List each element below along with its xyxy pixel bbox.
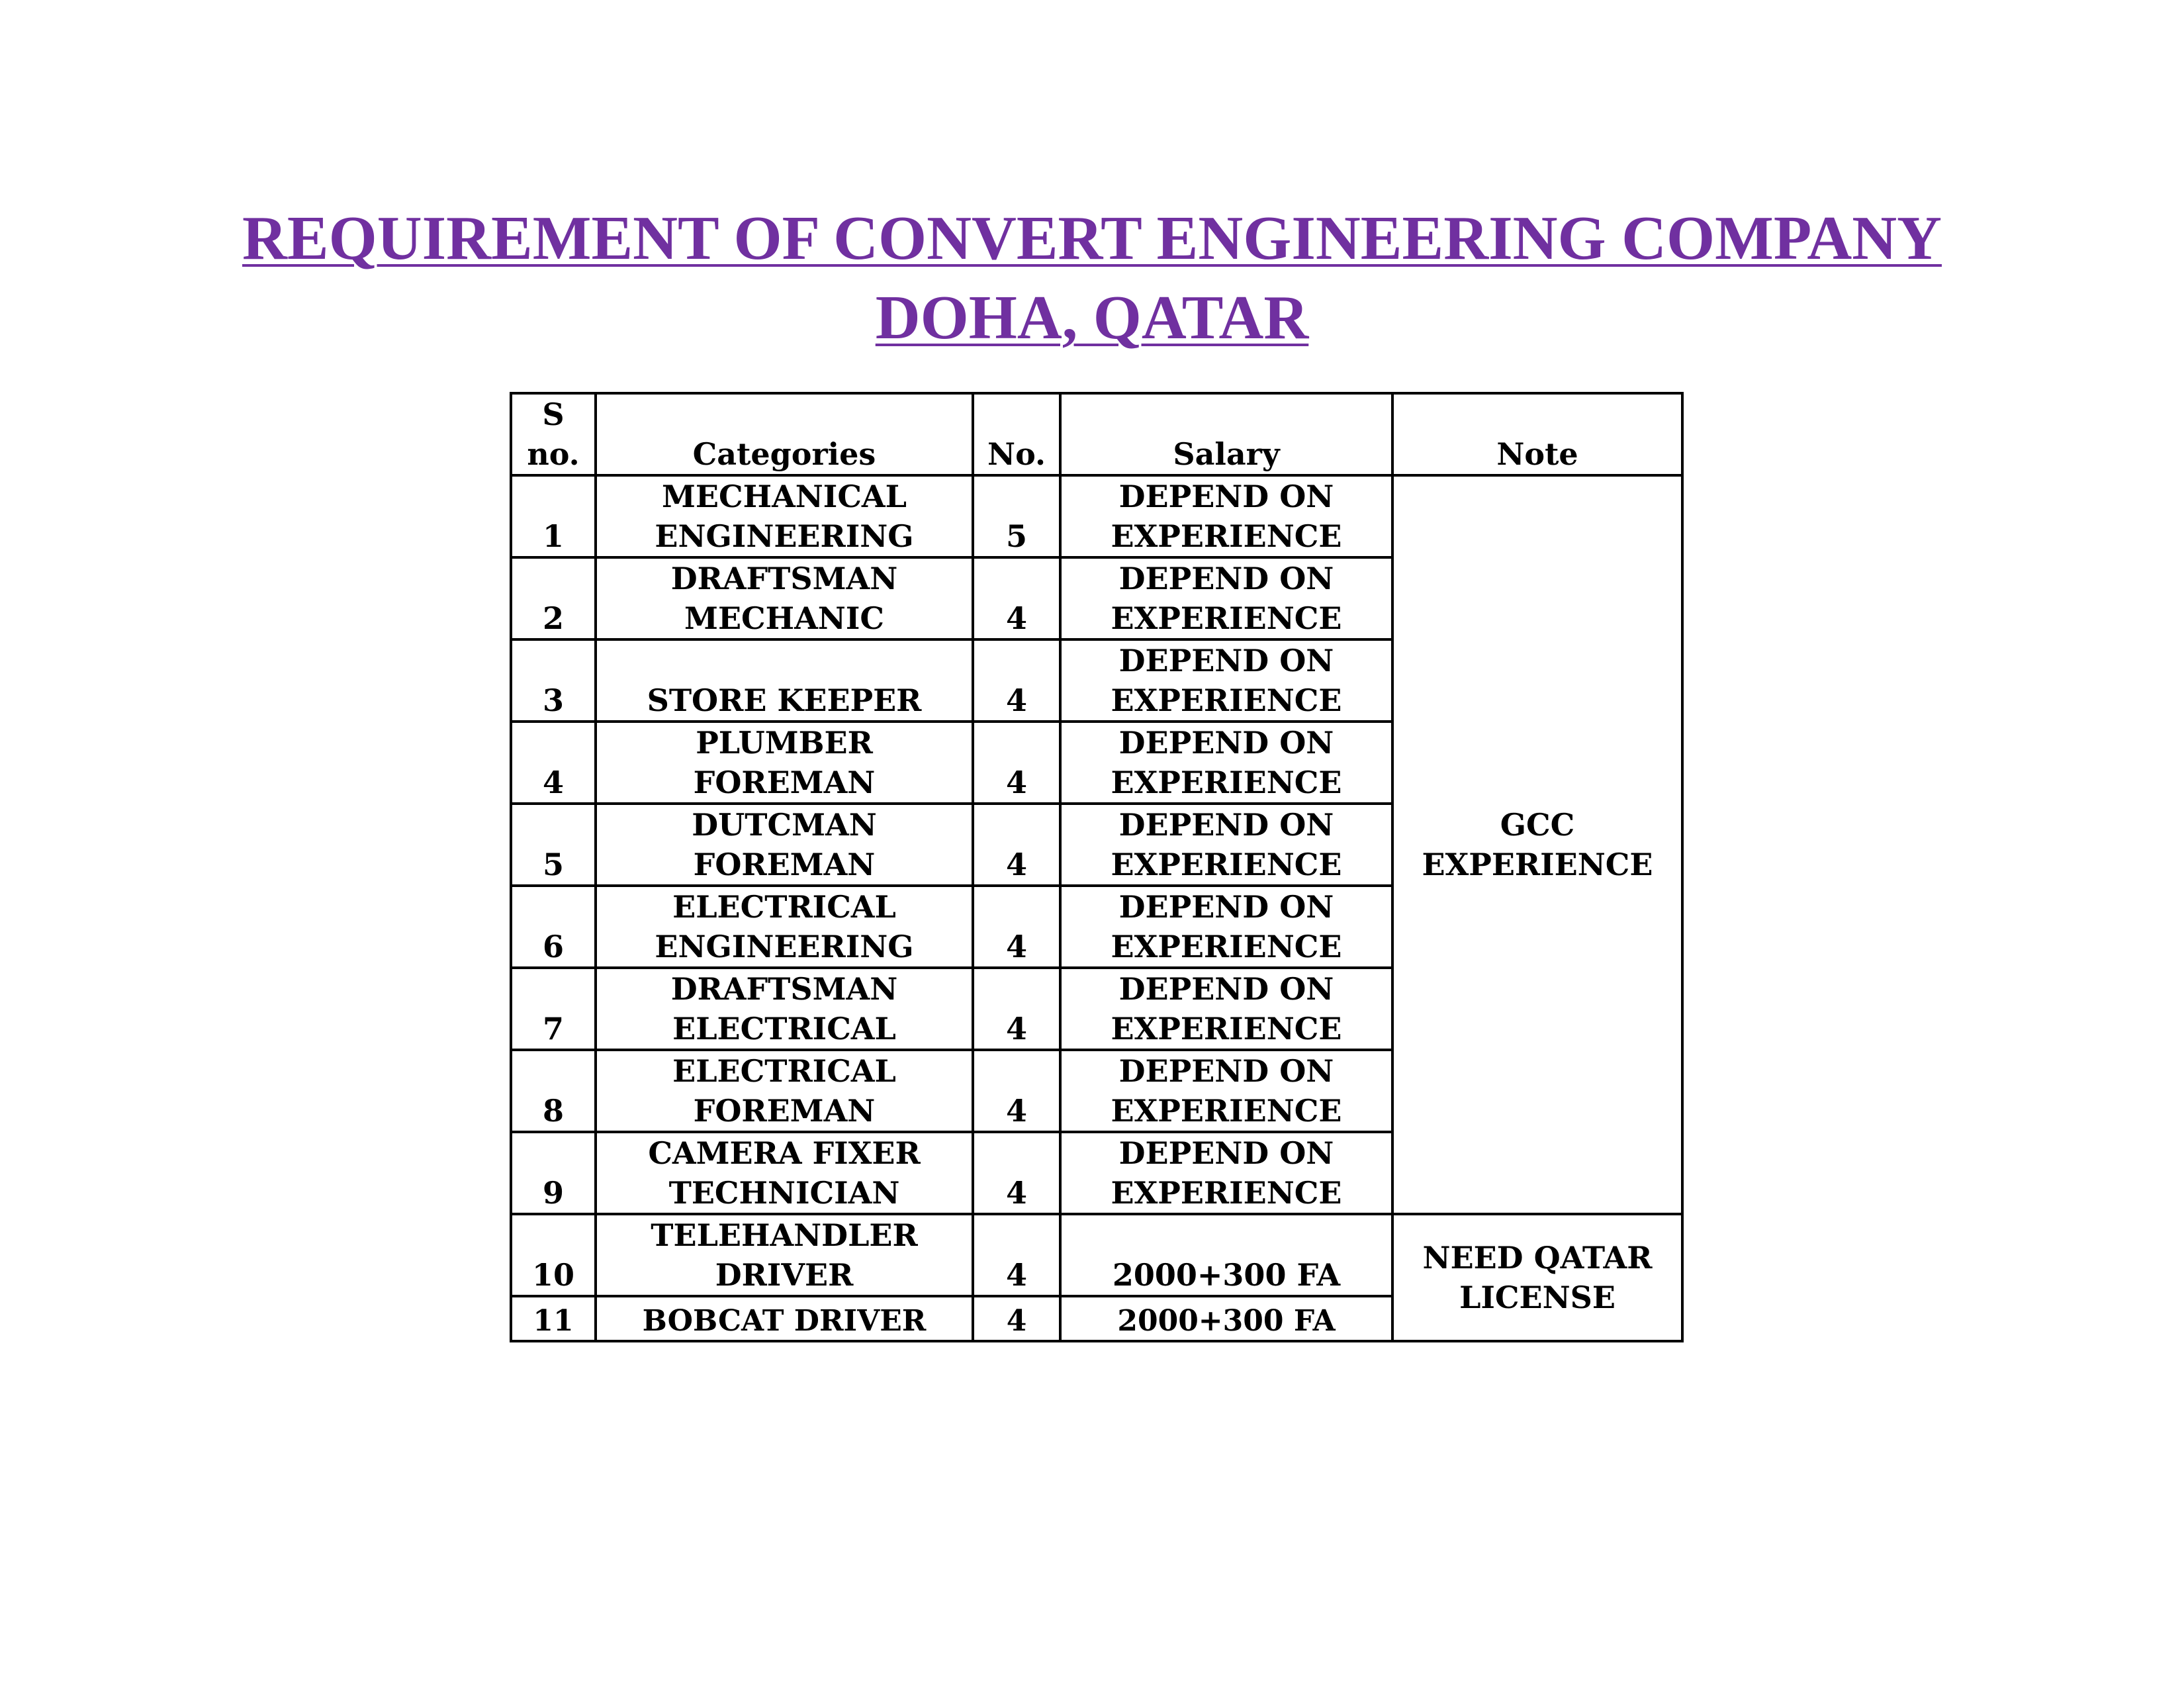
cell-count: 4 bbox=[973, 968, 1060, 1050]
cell-count: 4 bbox=[973, 804, 1060, 886]
table-row bbox=[511, 475, 1682, 557]
cell-count: 4 bbox=[973, 1214, 1060, 1296]
cell-sno: 5 bbox=[511, 804, 596, 886]
cell-category: TELEHANDLER DRIVER bbox=[596, 1214, 973, 1296]
cell-salary: DEPEND ON EXPERIENCE bbox=[1060, 639, 1392, 722]
cell-salary: DEPEND ON EXPERIENCE bbox=[1060, 804, 1392, 886]
cell-sno: 8 bbox=[511, 1050, 596, 1132]
cell-salary: DEPEND ON EXPERIENCE bbox=[1060, 722, 1392, 804]
cell-salary: DEPEND ON EXPERIENCE bbox=[1060, 475, 1392, 557]
cell-category: MECHANICAL ENGINEERING bbox=[596, 475, 973, 557]
header-no: No. bbox=[973, 393, 1060, 475]
cell-category: ELECTRICAL ENGINEERING bbox=[596, 886, 973, 968]
cell-sno: 2 bbox=[511, 557, 596, 639]
table-header-row bbox=[511, 393, 1682, 475]
cell-salary: DEPEND ON EXPERIENCE bbox=[1060, 968, 1392, 1050]
header-note: Note bbox=[1392, 393, 1682, 475]
cell-category: DUTCMAN FOREMAN bbox=[596, 804, 973, 886]
cell-sno: 9 bbox=[511, 1132, 596, 1214]
cell-sno: 4 bbox=[511, 722, 596, 804]
cell-salary: DEPEND ON EXPERIENCE bbox=[1060, 1132, 1392, 1214]
document-title bbox=[0, 199, 2184, 357]
title-line-2: DOHA, QATAR bbox=[875, 283, 1309, 352]
cell-salary: 2000+300 FA bbox=[1060, 1214, 1392, 1296]
cell-count: 5 bbox=[973, 475, 1060, 557]
requirements-table bbox=[510, 392, 1684, 1342]
cell-category: ELECTRICAL FOREMAN bbox=[596, 1050, 973, 1132]
cell-note-gcc: GCC EXPERIENCE bbox=[1392, 475, 1682, 1214]
cell-salary: 2000+300 FA bbox=[1060, 1296, 1392, 1341]
cell-sno: 11 bbox=[511, 1296, 596, 1341]
cell-category: BOBCAT DRIVER bbox=[596, 1296, 973, 1341]
cell-sno: 10 bbox=[511, 1214, 596, 1296]
cell-count: 4 bbox=[973, 557, 1060, 639]
cell-category: PLUMBER FOREMAN bbox=[596, 722, 973, 804]
cell-note-qatar-license: NEED QATAR LICENSE bbox=[1392, 1214, 1682, 1341]
cell-sno: 7 bbox=[511, 968, 596, 1050]
cell-salary: DEPEND ON EXPERIENCE bbox=[1060, 1050, 1392, 1132]
cell-count: 4 bbox=[973, 1132, 1060, 1214]
cell-category: DRAFTSMAN MECHANIC bbox=[596, 557, 973, 639]
cell-category: DRAFTSMAN ELECTRICAL bbox=[596, 968, 973, 1050]
cell-sno: 3 bbox=[511, 639, 596, 722]
cell-sno: 1 bbox=[511, 475, 596, 557]
cell-category: STORE KEEPER bbox=[596, 639, 973, 722]
cell-count: 4 bbox=[973, 886, 1060, 968]
cell-count: 4 bbox=[973, 722, 1060, 804]
header-salary: Salary bbox=[1060, 393, 1392, 475]
header-categories: Categories bbox=[596, 393, 973, 475]
cell-count: 4 bbox=[973, 1296, 1060, 1341]
table-row bbox=[511, 1214, 1682, 1296]
cell-count: 4 bbox=[973, 1050, 1060, 1132]
header-sno: S no. bbox=[511, 393, 596, 475]
title-line-1: REQUIREMENT OF CONVERT ENGINEERING COMPANY bbox=[242, 204, 1942, 273]
cell-salary: DEPEND ON EXPERIENCE bbox=[1060, 557, 1392, 639]
cell-category: CAMERA FIXER TECHNICIAN bbox=[596, 1132, 973, 1214]
cell-sno: 6 bbox=[511, 886, 596, 968]
cell-salary: DEPEND ON EXPERIENCE bbox=[1060, 886, 1392, 968]
cell-count: 4 bbox=[973, 639, 1060, 722]
